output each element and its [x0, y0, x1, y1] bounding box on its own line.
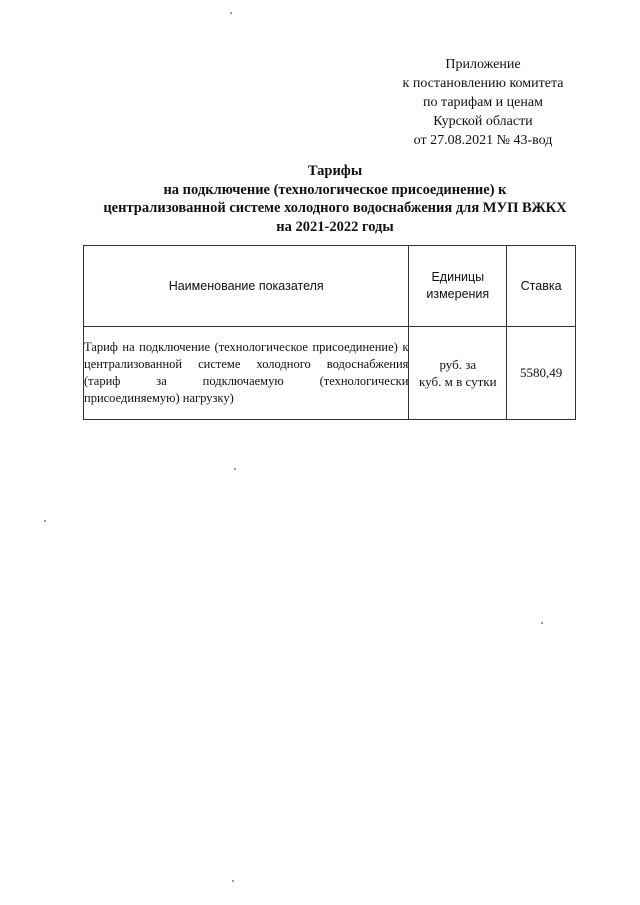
appendix-line: по тарифам и ценам: [423, 95, 543, 110]
scan-speck: [44, 520, 46, 522]
name-line: холодного водоснабжения (тариф за подключаемую: [84, 357, 409, 388]
cell-name-text: [84, 340, 408, 405]
scan-speck: [232, 880, 234, 882]
header-indicator-name: Наименование показателя: [84, 246, 409, 327]
table-row: [84, 327, 576, 420]
appendix-line: Приложение: [445, 57, 521, 72]
header-units-line: Единицы: [431, 270, 485, 284]
scan-speck: [541, 622, 543, 624]
name-line: присоединение) к централизованной системе: [84, 340, 409, 371]
title-line: централизованной системе холодного водоснабжения для МУП ВЖКХ: [103, 200, 567, 216]
appendix-line: от 27.08.2021 № 43-вод: [413, 133, 553, 148]
header-rate: Ставка: [507, 246, 576, 327]
name-line: Тариф на подключение (технологическое: [84, 340, 308, 354]
cell-indicator-name: [84, 327, 409, 420]
title-line: на подключение (технологическое присоединение) к: [163, 181, 507, 198]
tariff-table: [83, 245, 576, 420]
cell-rate: 5580,49: [507, 327, 576, 420]
appendix-line: к постановлению комитета: [402, 76, 564, 91]
table-header-row: [84, 246, 576, 327]
name-line: (технологически присоединяемую) нагрузку): [84, 374, 409, 405]
header-units: [409, 246, 507, 327]
scan-speck: [230, 12, 232, 14]
header-units-line: измерения: [426, 287, 490, 301]
scan-speck: [234, 468, 236, 470]
title-line: Тарифы: [307, 163, 363, 179]
cell-units: [409, 327, 507, 420]
appendix-block: [380, 55, 586, 150]
title-line: на 2021-2022 годы: [276, 218, 394, 235]
units-line: куб. м в сутки: [419, 374, 497, 389]
appendix-line: Курской области: [433, 114, 533, 129]
units-line: руб. за: [439, 357, 477, 372]
document-title: [20, 162, 640, 236]
